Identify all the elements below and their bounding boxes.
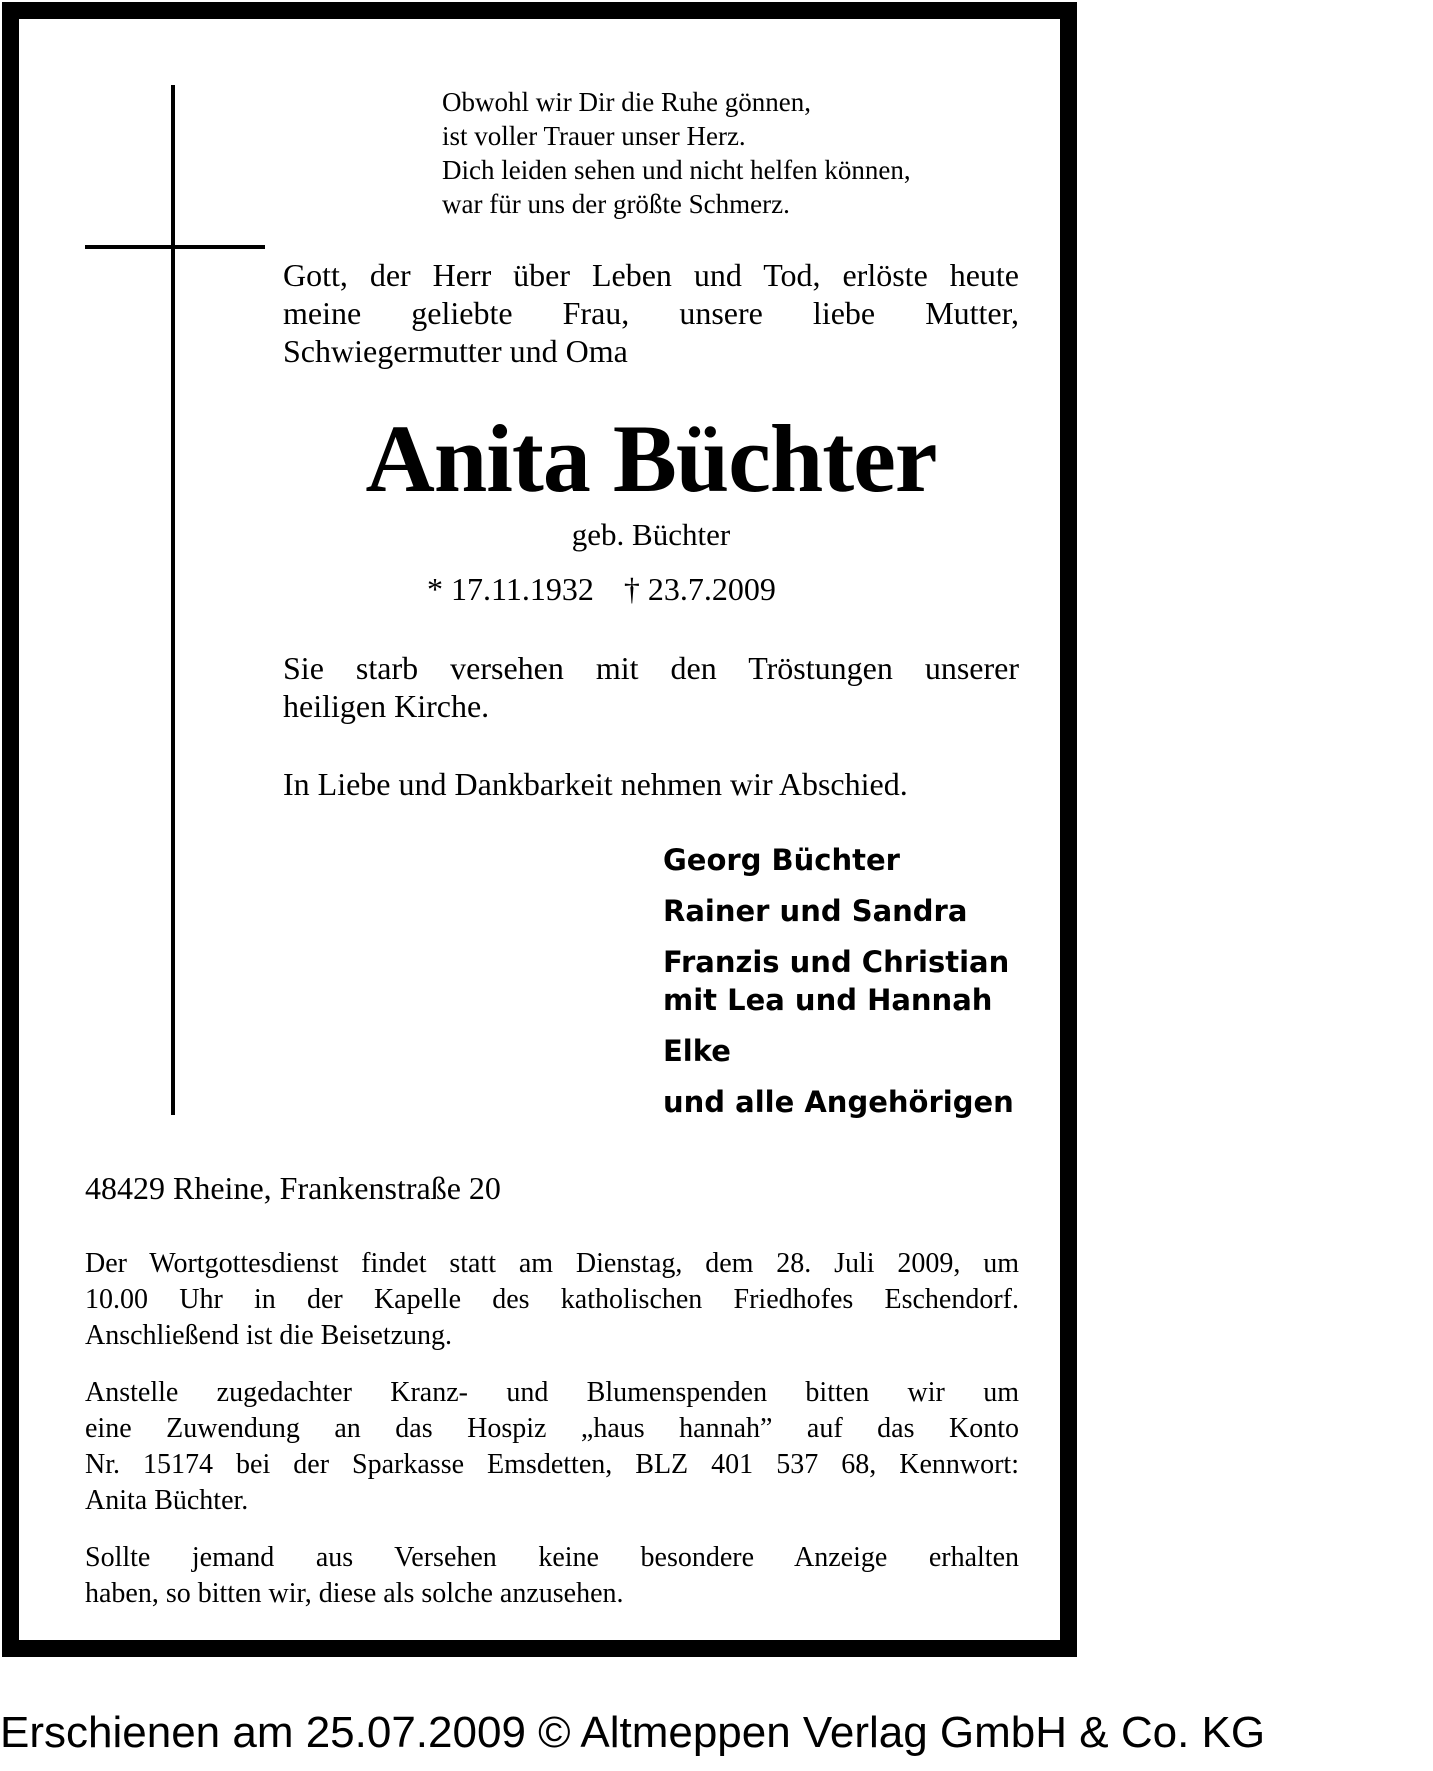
apology-note [85,1540,1019,1612]
family-member: Georg Büchter [663,843,900,877]
family-list [663,841,1014,1121]
address: 48429 Rheine, Frankenstraße 20 [85,1170,501,1206]
poem-line: Obwohl wir Dir die Ruhe gönnen, [442,87,811,117]
donation-line: Anita Büchter. [85,1485,249,1516]
poem-line: war für uns der größte Schmerz. [442,189,790,219]
apology-line: haben, so bitten wir, diese als solche anzusehen. [85,1578,624,1609]
intro-text [283,256,1019,370]
poem-line: ist voller Trauer unser Herz. [442,121,746,151]
service-info [85,1246,1019,1354]
donation-line: eine Zuwendung an das Hospiz „haus hannah” auf das Konto [85,1413,1019,1444]
obituary-frame [2,2,1077,1657]
family-member: mit Lea und Hannah [663,983,993,1017]
family-member: Elke [663,1034,731,1068]
farewell-text: In Liebe und Dankbarkeit nehmen wir Abschied. [283,766,908,802]
poem [442,85,1062,221]
birth-date: * 17.11.1932 [427,571,594,607]
intro-line: Schwiegermutter und Oma [283,333,628,369]
intro-line: meine geliebte Frau, unsere liebe Mutter, [283,295,1019,331]
service-line: 10.00 Uhr in der Kapelle des katholischen Friedhofes Eschendorf. [85,1284,1019,1315]
death-date: † 23.7.2009 [623,571,776,607]
comfort-line: heiligen Kirche. [283,688,490,724]
donation-line: Nr. 15174 bei der Sparkasse Emsdetten, BLZ 401 537 68, Kennwort: [85,1449,1019,1480]
service-line: Anschließend ist die Beisetzung. [85,1320,453,1351]
intro-line: Gott, der Herr über Leben und Tod, erlöste heute [283,257,1019,293]
deceased-name: Anita Büchter [365,405,937,512]
cross-icon-bar [85,245,265,249]
donation-info [85,1375,1019,1519]
apology-line: Sollte jemand aus Versehen keine besondere Anzeige erhalten [85,1542,1019,1573]
cross-icon [171,85,175,1115]
publication-footer: Erschienen am 25.07.2009 © Altmeppen Verlag GmbH & Co. KG [0,1708,1266,1757]
comfort-line: Sie starb versehen mit den Tröstungen unserer [283,650,1019,686]
poem-line: Dich leiden sehen und nicht helfen können, [442,155,911,185]
comfort-text [283,649,1019,725]
life-dates [427,570,927,608]
maiden-name: geb. Büchter [571,517,731,552]
family-member: Rainer und Sandra [663,894,968,928]
donation-line: Anstelle zugedachter Kranz- und Blumenspenden bitten wir um [85,1377,1019,1408]
family-member: und alle Angehörigen [663,1085,1014,1119]
service-line: Der Wortgottesdienst findet statt am Dienstag, dem 28. Juli 2009, um [85,1248,1019,1279]
family-member: Franzis und Christian [663,945,1010,979]
